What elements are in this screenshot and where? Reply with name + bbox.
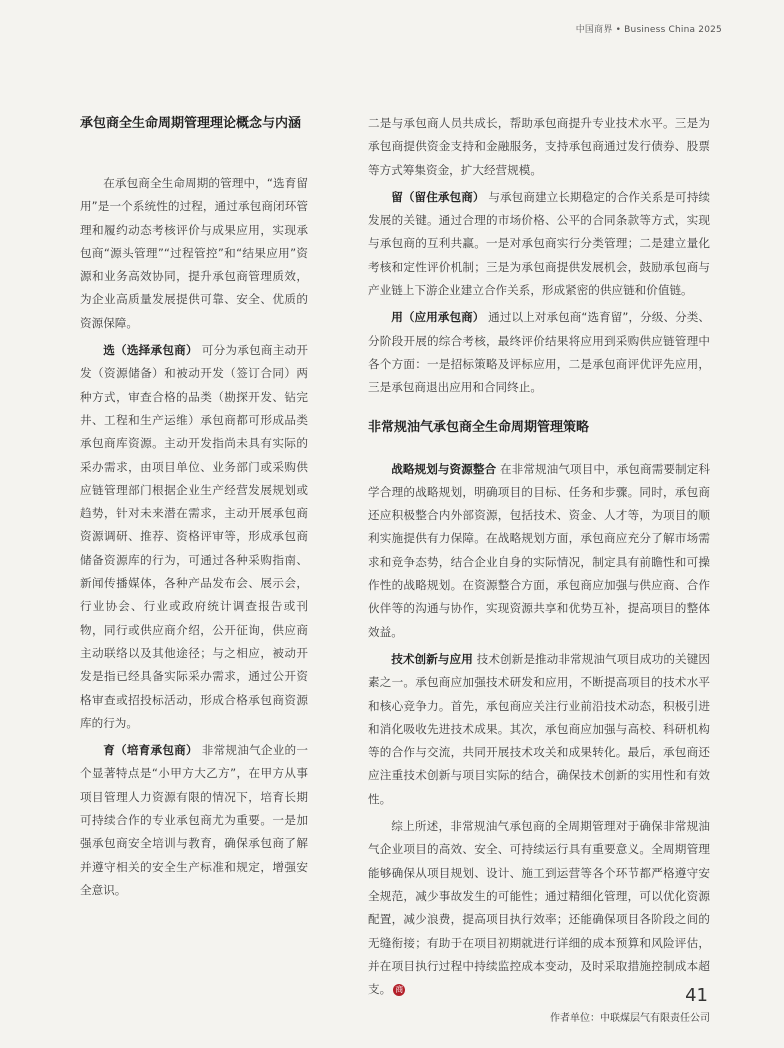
- paragraph-body: 通过以上对承包商“选育留”，分级、分类、分阶段开展的综合考核，最终评价结果将应用到采购供应链管理中各个方面：一是招标策略及评标应用，二是承包商评优评先应用，三是承包商退出应用和合同终止。: [368, 310, 710, 395]
- paragraph-lead: 育（培育承包商）: [103, 743, 198, 758]
- paragraph-lead: 技术创新与应用: [391, 651, 473, 666]
- paragraph: 在承包商全生命周期的管理中，“选育留用”是一个系统性的过程，通过承包商闭环管理和履约动态考核评价与成果应用，实现承包商“源头管理”“过程管控”和“结果应用”资源和业务高效协同，提升承包商管理质效，为企业高质量发展提供可靠、安全、优质的资源保障。: [80, 176, 308, 330]
- paragraph-select: [80, 339, 308, 735]
- paragraph-apply: [368, 306, 710, 399]
- paragraph-body: 在非常规油气项目中，承包商需要制定科学合理的战略规划，明确项目的目标、任务和步骤。同时，承包商还应积极整合内外部资源，包括技术、资金、人才等，为项目的顺利实施提供有力保障。在战略规划方面，承包商应充分了解市场需求和竞争态势，结合企业自身的实际情况，制定具有前瞻性和可操作性的战略规划。在资源整合方面，承包商应加强与供应商、合作伙伴等的沟通与协作，实现资源共享和优势互补，提高项目的整体效益。: [368, 461, 710, 639]
- paragraph-conclusion: [368, 815, 710, 1001]
- paragraph-retain: [368, 186, 710, 302]
- paragraph-lead: 留（留住承包商）: [391, 189, 485, 204]
- paragraph: 二是与承包商人员共成长，帮助承包商提升专业技术水平。三是为承包商提供资金支持和金融服务，支持承包商通过发行债券、股票等方式筹集资金，扩大经营规模。: [368, 116, 710, 177]
- paragraph-innovation: [368, 648, 710, 811]
- right-column: [368, 112, 710, 1031]
- running-header: 中国商界 • Business China 2025: [575, 25, 722, 35]
- section-heading-strategy: 非常规油气承包商全生命周期管理策略: [368, 419, 590, 435]
- paragraph-body: 与承包商建立长期稳定的合作关系是可持续发展的关键。通过合理的市场价格、公平的合同条款等方式，实现与承包商的互利共赢。一是对承包商实行分类管理；二是建立量化考核和定性评价机制；三是为承包商提供发展机会，鼓励承包商与产业链上下游企业建立合作关系，形成紧密的供应链和价值链。: [368, 189, 710, 298]
- paragraph-lead: 战略规划与资源整合: [391, 461, 497, 476]
- paragraph-cultivate: [80, 739, 308, 902]
- left-column: [80, 112, 308, 906]
- paragraph-body: 可分为承包商主动开发（资源储备）和被动开发（签订合同）两种方式，审查合格的品类（勘探开发、钻完井、工程和生产运维）承包商都可形成品类承包商库资源。主动开发指尚未具有实际的采办需求，由项目单位、业务部门或采购供应链管理部门根据企业生产经营发展规划或趋势，针对未来潜在需求，主动开展承包商资源调研、推荐、资格评审等，形成承包商储备资源库的行为，可通过各种采购指南、新闻传播媒体，各种产品发布会、展示会，行业协会、行业或政府统计调查报告或刊物，同行或供应商介绍，公开征询，供应商主动联络以及其他途径；与之相应，被动开发是指已经具备实际采办需求，通过公开资格审查或招投标活动，形成合格承包商资源库的行为。: [80, 343, 308, 730]
- paragraph-body: 技术创新是推动非常规油气项目成功的关键因素之一。承包商应加强技术研发和应用，不断提高项目的技术水平和核心竞争力。首先，承包商应关注行业前沿技术动态，积极引进和消化吸收先进技术成果。其次，承包商应加强与高校、科研机构等的合作与交流，共同开展技术攻关和成果转化。最后，承包商还应注重技术创新与项目实际的结合，确保技术创新的实用性和有效性。: [368, 651, 710, 806]
- paragraph-strategy: [368, 458, 710, 644]
- paragraph-body: 非常规油气企业的一个显著特点是“小甲方大乙方”，在甲方从事项目管理人力资源有限的情况下，培育长期可持续合作的专业承包商尤为重要。一是加强承包商安全培训与教育，确保承包商了解并遵守相关的安全生产标准和规定，增强安全意识。: [80, 743, 308, 897]
- paragraph-lead: 用（应用承包商）: [391, 310, 485, 325]
- page-number: 41: [685, 985, 708, 1006]
- section-heading-theory: 承包商全生命周期管理理论概念与内涵: [80, 116, 302, 131]
- paragraph-body: 综上所述，非常规油气承包商的全周期管理对于确保非常规油气企业项目的高效、安全、可持续运行具有重要意义。全周期管理能够确保从项目规划、设计、施工到运营等各个环节都严格遵守安全规范，减少事故发生的可能性；通过精细化管理，可以优化资源配置，减少浪费，提高项目执行效率；还能确保项目各阶段之间的无缝衔接；有助于在项目初期就进行详细的成本预算和风险评估，并在项目执行过程中持续监控成本变动，及时采取措施控制成本超支。: [368, 819, 710, 997]
- end-mark-icon: 商: [395, 984, 404, 994]
- author-affiliation: 作者单位：中联煤层气有限责任公司: [550, 1013, 710, 1025]
- paragraph-lead: 选（选择承包商）: [103, 343, 198, 358]
